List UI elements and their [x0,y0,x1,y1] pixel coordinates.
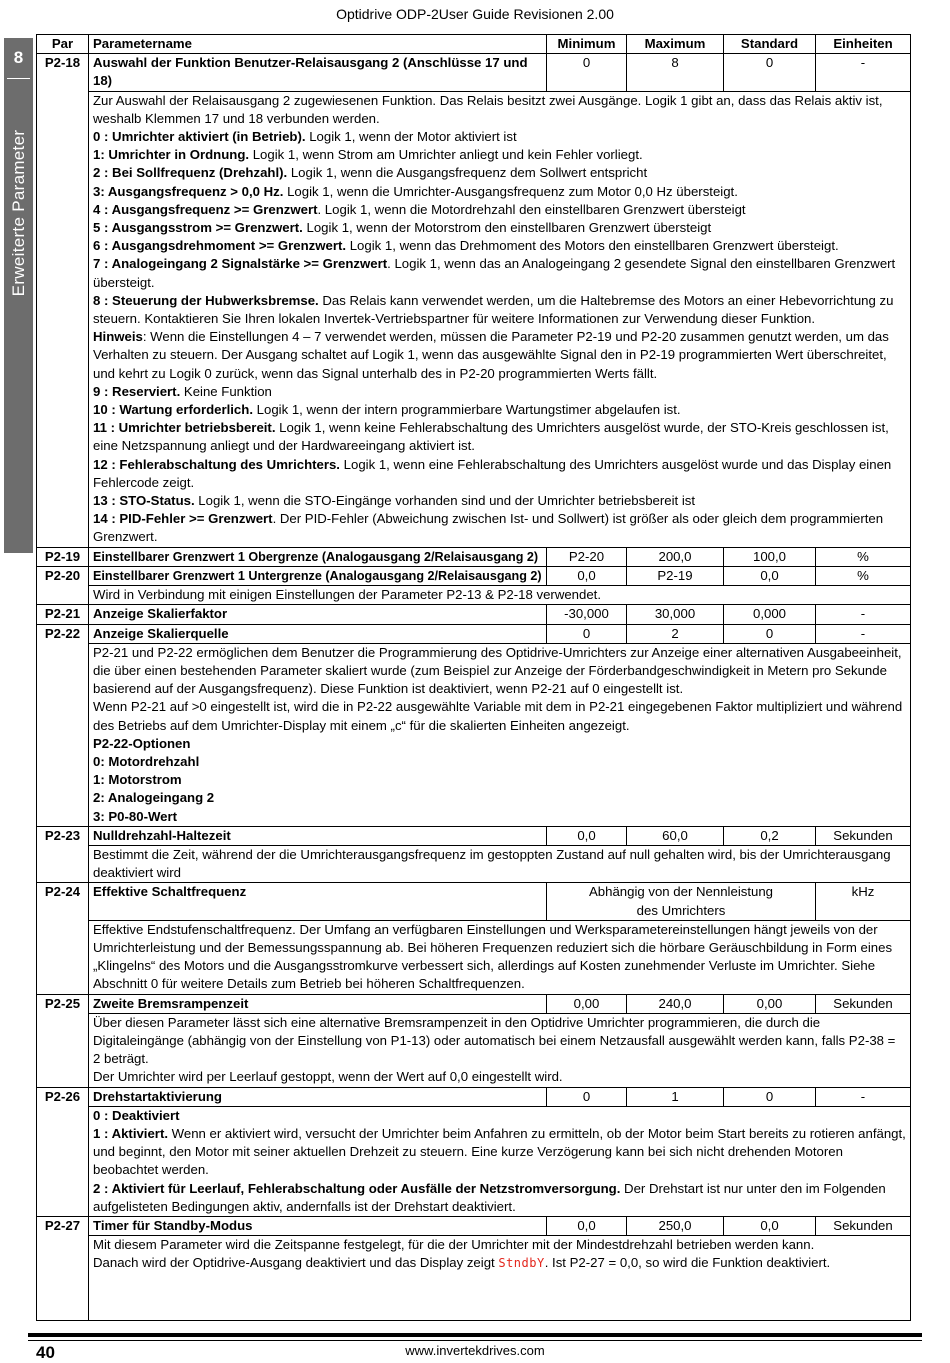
options-title: P2-22-Optionen [93,735,191,751]
param-row-p2-27 [37,1217,911,1236]
display-standby-text: StndbY [498,1256,545,1271]
param-name: Anzeige Skalierquelle [89,624,547,643]
param-description [89,1106,911,1216]
param-name: Timer für Standby-Modus [89,1217,547,1236]
option-line: 3: P0-80-Wert [93,808,178,824]
param-max: 240,0 [627,994,724,1013]
param-min: P2-20 [547,547,627,566]
param-row-p2-25 [37,994,911,1013]
option-line: 8 : Steuerung der Hubwerksbremse. Das Relais kann verwendet werden, um die Haltebremse des Motors an einer Hebevorrichtung zu steuern. Kontaktieren Sie Ihren lokalen Invertek-Vertriebspartner für weitere Informationen zur Verwendung dieser Funktion. [93,292,894,327]
param-desc-row-p2-22 [37,643,911,826]
param-unit: - [816,54,911,91]
param-name: Zweite Bremsrampenzeit [89,994,547,1013]
param-name: Einstellbarer Grenzwert 1 Obergrenze (Analogausgang 2/Relaisausgang 2) [89,547,547,566]
param-max: 2 [627,624,724,643]
col-header-max: Maximum [627,35,724,54]
param-code: P2-19 [37,547,89,566]
param-description [89,1013,911,1087]
param-max: P2-19 [627,566,724,585]
param-description: Wird in Verbindung mit einigen Einstellungen der Parameter P2-13 & P2-18 verwendet. [89,586,911,605]
footer-rule-thin [28,1340,922,1341]
param-row-p2-23 [37,826,911,845]
param-code: P2-22 [37,624,89,826]
param-min: 0,0 [547,566,627,585]
param-name: Einstellbarer Grenzwert 1 Untergrenze (Analogausgang 2/Relaisausgang 2) [89,566,547,585]
param-code: P2-26 [37,1087,89,1216]
param-code: P2-23 [37,826,89,883]
param-intro: Zur Auswahl der Relaisausgang 2 zugewiesenen Funktion. Das Relais besitzt zwei Ausgänge. Logik 1 gibt an, dass das Relais aktiv ist, weshalb Klemmen 17 und 18 verbunden werden. [93,92,883,126]
param-row-p2-22 [37,624,911,643]
option-line: 1: Motorstrom [93,772,182,788]
param-code: P2-20 [37,566,89,604]
table-header-row [37,35,911,54]
param-unit: - [816,605,911,624]
param-code: P2-24 [37,883,89,994]
footer-rule [28,1333,922,1337]
param-name: Drehstartaktivierung [89,1087,547,1106]
option-line: 6 : Ausgangsdrehmoment >= Grenzwert. Logik 1, wenn das Drehmoment des Motors den einstellbaren Grenzwert übersteigt. [93,238,839,254]
footer-url: www.invertekdrives.com [405,1343,545,1358]
param-max: 60,0 [627,826,724,845]
page-number: 40 [36,1343,55,1362]
param-code: P2-27 [37,1217,89,1321]
param-unit: - [816,624,911,643]
param-default: 100,0 [724,547,816,566]
param-min: 0 [547,54,627,91]
option-line: 12 : Fehlerabschaltung des Umrichters. Logik 1, wenn eine Fehlerabschaltung des Umrichters ausgelöst wurde und das Display einen Fehlercode zeigt. [93,456,892,490]
option-line: 1: Umrichter in Ordnung. Logik 1, wenn Strom am Umrichter anliegt und kein Fehler vorliegt. [93,147,643,163]
param-default: 0,0 [724,566,816,585]
option-line: 0: Motordrehzahl [93,753,200,769]
param-row-p2-19 [37,547,911,566]
option-line: 11 : Umrichter betriebsbereit. Logik 1, wenn keine Fehlerabschaltung des Umrichters ausgelöst wurde, der STO-Kreis geschlossen ist, eine Netzspannung anliegt und der Hardwareeingang aktiviert ist. [93,420,889,454]
param-unit: % [816,547,911,566]
param-default: 0,000 [724,605,816,624]
param-min: 0,0 [547,826,627,845]
col-header-std: Standard [724,35,816,54]
param-max: 1 [627,1087,724,1106]
param-max: 200,0 [627,547,724,566]
param-desc-row-p2-18 [37,91,911,547]
param-row-p2-20 [37,566,911,585]
param-description [89,1236,911,1321]
param-default: 0 [724,1087,816,1106]
option-line: 14 : PID-Fehler >= Grenzwert. Der PID-Fehler (Abweichung zwischen Ist- und Sollwert) ist größer als oder gleich dem programmierten Grenzwert. [93,511,884,545]
chapter-number: 8 [13,48,24,67]
param-code: P2-25 [37,994,89,1087]
param-desc-para: Über diesen Parameter lässt sich eine alternative Bremsrampenzeit in den Optidrive Umrichter programmieren, die durch die Digitaleingänge (abhängig von der Einstellung von P1-13) oder automatisch bei einem Netzausfall ausgewählt werden kann, falls P2-38 = 2 beträgt. [93,1014,896,1067]
param-min: -30,000 [547,605,627,624]
param-row-p2-26 [37,1087,911,1106]
option-line: 10 : Wartung erforderlich. Logik 1, wenn der intern programmierbare Wartungstimer abgelaufen ist. [93,402,681,418]
param-default: 0,2 [724,826,816,845]
param-code: P2-18 [37,54,89,547]
option-line: 2 : Aktiviert für Leerlauf, Fehlerabschaltung oder Ausfälle der Netzstromversorgung. Der Drehstart ist nur unter den im Folgenden aufgelisteten Bedingungen aktiv, andernfalls ist der Drehstart deaktiviert. [93,1180,886,1214]
option-line: 3: Ausgangsfrequenz > 0,0 Hz. Logik 1, wenn die Umrichter-Ausgangsfrequenz zum Motor 0,0 Hz übersteigt. [93,183,738,199]
col-header-par: Par [37,35,89,54]
option-line: 13 : STO-Status. Logik 1, wenn die STO-Eingänge vorhanden sind und der Umrichter betriebsbereit ist [93,493,696,509]
param-desc-row-p2-20 [37,586,911,605]
param-unit: % [816,566,911,585]
param-description [89,643,911,826]
param-default: 0 [724,624,816,643]
option-line: 0 : Umrichter aktiviert (in Betrieb). Logik 1, wenn der Motor aktiviert ist [93,129,517,145]
col-header-min: Minimum [547,35,627,54]
option-line: 7 : Analogeingang 2 Signalstärke >= Grenzwert. Logik 1, wenn das an Analogeingang 2 gesendete Signal den einstellbaren Grenzwert übersteigt. [93,256,896,290]
param-default: 0,0 [724,1217,816,1236]
option-line: 9 : Reserviert. Keine Funktion [93,383,272,399]
param-max: 250,0 [627,1217,724,1236]
param-desc-para: Der Umrichter wird per Leerlauf gestoppt, wenn der Wert auf 0,0 eingestellt wird. [93,1069,563,1085]
param-min: 0,0 [547,1217,627,1236]
note-line: Hinweis: Wenn die Einstellungen 4 – 7 verwendet werden, müssen die Parameter P2-19 und P2-20 zusammen genutzt werden, um das Verhalten zu steuern. Der Ausgang schaltet auf Logik 1, wenn das ausgewählte Signal den in P2-19 programmierten Wert überschreitet, und kehrt zu Logik 0 zurück, wenn das Signal unterhalb des in P2-20 programmierten Werts fällt. [93,329,889,381]
option-line: 2 : Bei Sollfrequenz (Drehzahl). Logik 1, wenn die Ausgangsfrequenz dem Sollwert entspricht [93,165,648,181]
parameter-table [36,34,911,1321]
option-line: 0 : Deaktiviert [93,1107,180,1123]
param-description: Bestimmt die Zeit, während der die Umrichterausgangsfrequenz im gestoppten Zustand auf null gehalten wird, bis der Umrichterausgang deaktiviert wird [89,845,911,882]
chapter-side-tab [4,38,33,553]
document-title: Optidrive ODP-2User Guide Revisionen 2.00 [336,6,614,22]
param-name: Anzeige Skalierfaktor [89,605,547,624]
param-default: 0 [724,54,816,91]
side-tab-divider [7,78,30,79]
param-range: Abhängig von der Nennleistung des Umrichters [547,883,816,920]
param-row-p2-21 [37,605,911,624]
option-line: 1 : Aktiviert. Wenn er aktiviert wird, versucht der Umrichter beim Anfahren zu ermitteln, ob der Motor beim Start bereits zu rotieren anfängt, und beginnt, den Motor mit seiner aktuellen Drehzeit zu steuern. Eine kurze Verzögerung kann bei sich nicht drehenden Motoren beobachtet werden. [93,1125,906,1178]
param-min: 0 [547,1087,627,1106]
param-name: Auswahl der Funktion Benutzer-Relaisausgang 2 (Anschlüsse 17 und 18) [89,54,547,91]
param-max: 30,000 [627,605,724,624]
param-unit: Sekunden [816,826,911,845]
option-line: 4 : Ausgangsfrequenz >= Grenzwert. Logik 1, wenn die Motordrehzahl den einstellbaren Grenzwert übersteigt [93,201,746,217]
param-desc-para: Mit diesem Parameter wird die Zeitspanne festgelegt, für die der Umrichter mit der Mindestdrehzahl betrieben werden kann. [93,1237,815,1253]
col-header-name: Parametername [89,35,547,54]
param-max: 8 [627,54,724,91]
param-unit: Sekunden [816,1217,911,1236]
param-desc-row-p2-27 [37,1236,911,1321]
col-header-unit: Einheiten [816,35,911,54]
param-unit: - [816,1087,911,1106]
chapter-label: Erweiterte Parameter [8,129,28,297]
param-min: 0,00 [547,994,627,1013]
param-code: P2-21 [37,605,89,624]
param-description [89,91,911,547]
param-description: Effektive Endstufenschaltfrequenz. Der Umfang an verfügbaren Einstellungen und Werksparametereinstellungen hängt jeweils von der Umrichterleistung und der Bemessungsspannung ab. Bei höheren Frequenzen reduziert sich die hörbare Geräuschbildung in Form eines „Klingelns“ des Motors und die Ausgangsstromkurve verbessert sich, allerdings auf Kosten zunehmender Verluste im Umrichter. Siehe Abschnitt 0 für weitere Details zum Betrieb bei höheren Schaltfrequenzen. [89,920,911,994]
param-desc-para: Wenn P2-21 auf >0 eingestellt ist, wird die in P2-22 ausgewählte Variable mit dem in P2-21 eingegebenen Faktor multipliziert und während des Betriebs auf dem Umrichter-Display mit einem „c“ für die skalierten Einheiten angezeigt. [93,699,903,733]
param-desc-para: Danach wird der Optidrive-Ausgang deaktiviert und das Display zeigt StndbY. Ist P2-27 = 0,0, so wird die Funktion deaktiviert. [93,1255,831,1271]
param-row-p2-18 [37,54,911,91]
option-line: 2: Analogeingang 2 [93,790,215,806]
param-desc-row-p2-26 [37,1106,911,1216]
param-name: Effektive Schaltfrequenz [89,883,547,920]
param-desc-row-p2-25 [37,1013,911,1087]
param-min: 0 [547,624,627,643]
param-default: 0,00 [724,994,816,1013]
param-desc-row-p2-24 [37,920,911,994]
param-unit: Sekunden [816,994,911,1013]
param-unit: kHz [816,883,911,920]
param-name: Nulldrehzahl-Haltezeit [89,826,547,845]
param-desc-para: P2-21 und P2-22 ermöglichen dem Benutzer die Programmierung des Optidrive-Umrichters zur Anzeige einer alternativen Ausgabeeinheit, die über einen bestehenden Parameter skaliert wurde (zum Beispiel zur Anzeige der Förderbandgeschwindigkeit in Metern pro Sekunde basierend auf der Ausgangsfrequenz). Diese Funktion ist deaktiviert, wenn P2-21 auf 0 eingestellt ist. [93,644,902,697]
param-desc-row-p2-23 [37,845,911,882]
param-row-p2-24 [37,883,911,920]
option-line: 5 : Ausgangsstrom >= Grenzwert. Logik 1, wenn der Motorstrom den einstellbaren Grenzwert übersteigt [93,220,712,236]
